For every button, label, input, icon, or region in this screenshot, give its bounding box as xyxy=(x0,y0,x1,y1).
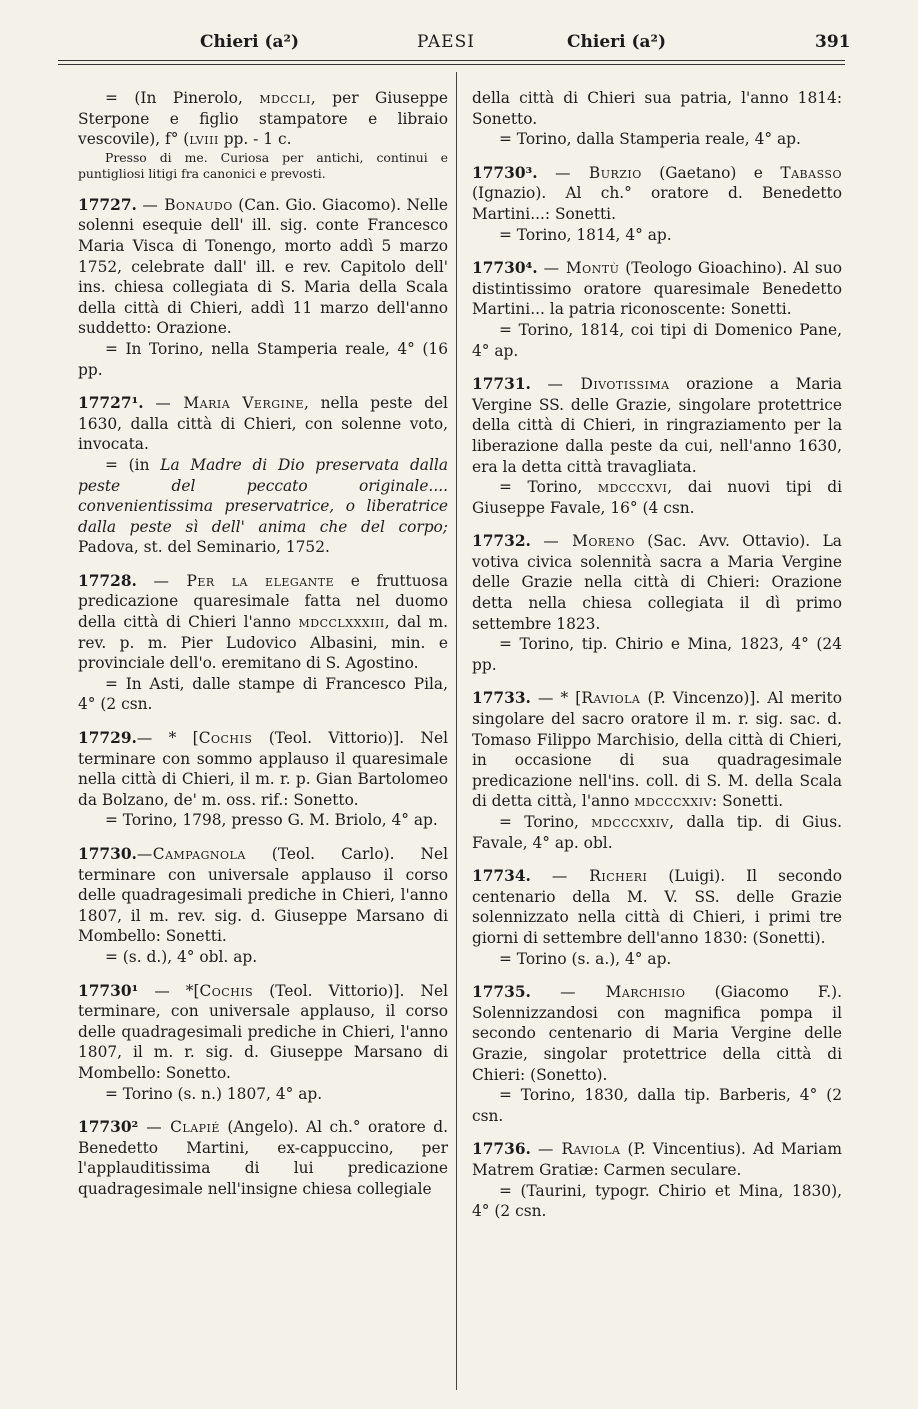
entry-17730-3 xyxy=(472,163,842,245)
entry-text: , nella peste del 1630, dalla città di Chieri, con solenne voto, invocata. xyxy=(78,394,448,454)
pub-text: , dai nuovi tipi di Giuseppe Favale, 16° (4 csn. xyxy=(472,478,842,517)
entry-text: (P. Vincentius). Ad Mariam Matrem Gratiæ: Carmen seculare. xyxy=(472,1140,842,1179)
entry-17733 xyxy=(472,688,842,853)
header-left-title: Chieri (a²) xyxy=(200,32,300,52)
entry-number: 17730² xyxy=(78,1118,139,1137)
entry-author: — Maria Vergine xyxy=(155,394,305,413)
entry-text: (Can. Gio. Giacomo). Nelle solenni esequie dell' ill. sig. conte Francesco Maria Visca di Tonengo, morto addì 5 marzo 1752, celebrate dall' ill. e rev. Capitolo dell' ins. chiesa collegiata di S. Maria della Scala della città di Chieri, addì 11 marzo dell'anno suddetto: Orazione. xyxy=(78,195,448,338)
entry-17727-1 xyxy=(78,393,448,558)
author-prefix: — *[ xyxy=(138,981,200,1000)
entry-text: (Sac. Avv. Ottavio). La votiva civica solennità sacra a Maria Vergine delle Grazie nella città di Chieri: Orazione detta nella chiesa collegiata il dì primo settembre 1823. xyxy=(472,532,842,633)
header-section: PAESI xyxy=(417,32,475,52)
entry-publication: = Torino (s. a.), 4° ap. xyxy=(499,949,672,968)
entry-author: — Montù xyxy=(543,259,620,278)
entry-note: Presso di me. Curiosa per antichi, continui e puntigliosi litigi fra canonici e prevosti. xyxy=(78,149,448,181)
entry-text: (Teol. Vittorio)]. Nel terminare con sommo applauso il quaresimale nella città di Chieri, il m. r. p. Gian Bartolomeo da Bolzano, de' m. oss. rif.: Sonetto. xyxy=(78,729,449,809)
entry-text: (Ignazio). Al ch.° oratore d. Benedetto Martini...: Sonetti. xyxy=(472,184,842,223)
pub-text: , per Giuseppe Sterpone e figlio stampatore e libraio vescovile), f° ( xyxy=(78,89,448,149)
entry-publication: = Torino, dalla Stamperia reale, 4° ap. xyxy=(499,130,801,149)
roman-date: mdcccxxiv xyxy=(591,813,670,831)
entry-publication: = (s. d.), 4° obl. ap. xyxy=(105,947,258,966)
entry-text: (Teol. Carlo). Nel terminare con universale applauso il corso delle quadragesimali prediche in Chieri, l'anno 1807, il m. rev. sig. d. Giuseppe Marsano di Mombello: Sonetti. xyxy=(78,845,448,946)
work-title: La Madre di Dio preservata dalla peste del peccato originale.... convenientissima preservatrice, o liberatrice dalla peste sì dell' anima che del corpo; xyxy=(78,455,448,536)
roman-pages: lviii xyxy=(189,130,219,149)
entry-publication: = Torino (s. n.) 1807, 4° ap. xyxy=(105,1084,323,1103)
entry-text: (Teologo Gioachino). Al suo distintissimo oratore quaresimale Benedetto Martini... la patria riconoscente: Sonetti. xyxy=(472,259,842,319)
entry-text: : Sonetti. xyxy=(712,792,784,811)
entry-publication: = Torino, 1830, dalla tip. Barberis, 4° (2 csn. xyxy=(472,1086,842,1125)
header-rule-thin xyxy=(58,64,845,65)
left-column xyxy=(78,88,448,1213)
entry-continuation xyxy=(78,88,448,182)
pub-text: = (in xyxy=(105,455,161,474)
entry-number: 17727¹. xyxy=(78,394,144,413)
entry-text: (P. Vincenzo)]. Al merito singolare del sacro oratore il m. r. sig. sac. d. Tomaso Filippo Marchisio, della città di Chieri, in occasione di sua quadragesimale predicazione nell'ins. coll. di S. M. della Scala di detta città, l'anno xyxy=(472,689,842,811)
entry-author: — Richeri xyxy=(551,867,648,886)
pub-text: = Torino, xyxy=(499,478,598,497)
entry-publication: = Torino, tip. Chirio e Mina, 1823, 4° (24 pp. xyxy=(472,635,842,674)
entry-17731 xyxy=(472,374,842,518)
entry-17732 xyxy=(472,531,842,675)
roman-date: mdcccxvi xyxy=(597,478,668,497)
entry-author: Tabasso xyxy=(780,163,842,182)
roman-date: mdcclxxxiii xyxy=(298,613,385,632)
entry-17736 xyxy=(472,1139,842,1221)
pub-text: Padova, st. del Seminario, 1752. xyxy=(78,538,330,557)
entry-publication: = In Torino, nella Stamperia reale, 4° (16 pp. xyxy=(78,339,448,379)
header-rule xyxy=(58,60,845,61)
entry-number: 17733. xyxy=(472,689,531,708)
entry-text: (Giacomo F.). Solennizzandosi con magnifica pompa il secondo centenario di Maria Vergine delle Grazie, singolar protettrice della città di Chieri: (Sonetto). xyxy=(472,983,842,1084)
entry-number: 17734. xyxy=(472,867,531,886)
entry-17729 xyxy=(78,728,448,831)
entry-text: , dal m. rev. p. m. Pier Ludovico Albasini, min. e provinciale dell'o. eremitano di S. Agostino. xyxy=(78,613,448,673)
entry-continuation xyxy=(472,88,842,150)
column-divider xyxy=(456,72,457,1390)
entry-publication: = Torino, 1798, presso G. M. Briolo, 4° ap. xyxy=(105,811,438,830)
entry-number: 17736. xyxy=(472,1140,531,1159)
entry-number: 17730⁴. xyxy=(472,259,538,278)
entry-author: — Per la elegante xyxy=(153,571,335,590)
page-number: 391 xyxy=(815,32,851,52)
entry-author: Cochis xyxy=(198,729,253,748)
entry-17735 xyxy=(472,982,842,1126)
entry-number: 17731. xyxy=(472,375,531,394)
entry-number: 17730³. xyxy=(472,163,538,182)
entry-publication: = In Asti, dalle stampe di Francesco Pila, 4° (2 csn. xyxy=(78,674,448,714)
roman-date: mdccli xyxy=(259,89,311,107)
entry-17730-4 xyxy=(472,258,842,361)
entry-author: — Clapié xyxy=(138,1118,220,1137)
entry-author: — Burzio xyxy=(555,163,642,182)
entry-text: (Gaetano) e xyxy=(641,163,781,182)
entry-author: — Divotissima xyxy=(547,375,670,394)
right-column xyxy=(472,88,842,1235)
entry-text: (Angelo). Al ch.° oratore d. Benedetto Martini, ex-cappuccino, per l'applauditissima di lui predicazione quadragesimale nell'insigne chiesa collegiale xyxy=(78,1118,448,1198)
entry-17734 xyxy=(472,866,842,969)
entry-author: Cochis xyxy=(199,981,254,1000)
entry-number: 17732. xyxy=(472,532,531,551)
pub-text: = (In Pinerolo, xyxy=(105,89,260,107)
entry-17730-1 xyxy=(78,981,448,1105)
pub-text: = Torino, xyxy=(499,813,592,831)
entry-author: — Raviola xyxy=(537,1140,621,1159)
entry-number: 17728. xyxy=(78,571,137,590)
pub-text: , dalla tip. di Gius. Favale, 4° ap. obl. xyxy=(472,813,842,852)
entry-publication: = Torino, 1814, coi tipi di Domenico Pane, 4° ap. xyxy=(472,320,842,360)
roman-date: mdcccxxiv xyxy=(634,792,713,811)
entry-17727 xyxy=(78,195,448,380)
entry-17728 xyxy=(78,571,448,715)
author-prefix: — * [ xyxy=(136,729,199,748)
author-prefix: — * [ xyxy=(530,689,582,708)
entry-number: 17730. xyxy=(78,845,137,863)
entry-author: — Moreno xyxy=(543,532,635,551)
entry-author: — Bonaudo xyxy=(142,195,233,214)
entry-publication: = (Taurini, typogr. Chirio et Mina, 1830), 4° (2 csn. xyxy=(472,1181,842,1221)
entry-author: — Marchisio xyxy=(560,983,686,1002)
entry-text: (Luigi). Il secondo centenario della M. V. SS. delle Grazie solennizzato nella città di Chieri, i primi tre giorni di settembre dell'anno 1830: (Sonetti). xyxy=(472,867,842,947)
entry-number: 17729. xyxy=(78,729,137,748)
entry-number: 17730¹ xyxy=(78,981,139,1000)
entry-text: e fruttuosa predicazione quaresimale fatta nel duomo della città di Chieri l'anno xyxy=(78,571,448,632)
entry-publication: = Torino, 1814, 4° ap. xyxy=(499,225,672,244)
entry-text: della città di Chieri sua patria, l'anno 1814: Sonetto. xyxy=(472,89,842,128)
entry-number: 17735. xyxy=(472,983,531,1002)
header-right-title: Chieri (a²) xyxy=(567,32,667,52)
entry-author: Raviola xyxy=(581,689,641,708)
entry-author: —Campagnola xyxy=(136,845,246,863)
entry-text: orazione a Maria Vergine SS. delle Grazie, singolare protettrice della città di Chieri, in ringraziamento per la liberazione dalla peste da cui, nell'anno 1630, era la detta città travagliata. xyxy=(472,375,842,476)
entry-17730 xyxy=(78,844,448,968)
entry-17730-2 xyxy=(78,1117,448,1199)
pub-text: pp. - 1 c. xyxy=(218,130,292,149)
entry-text: (Teol. Vittorio)]. Nel terminare, con universale applauso, il corso delle quadragesimali prediche in Chieri, l'anno 1807, il m. r. sig. d. Giuseppe Marsano di Mombello: Sonetto. xyxy=(78,981,448,1082)
entry-number: 17727. xyxy=(78,195,137,214)
running-header xyxy=(0,28,918,62)
